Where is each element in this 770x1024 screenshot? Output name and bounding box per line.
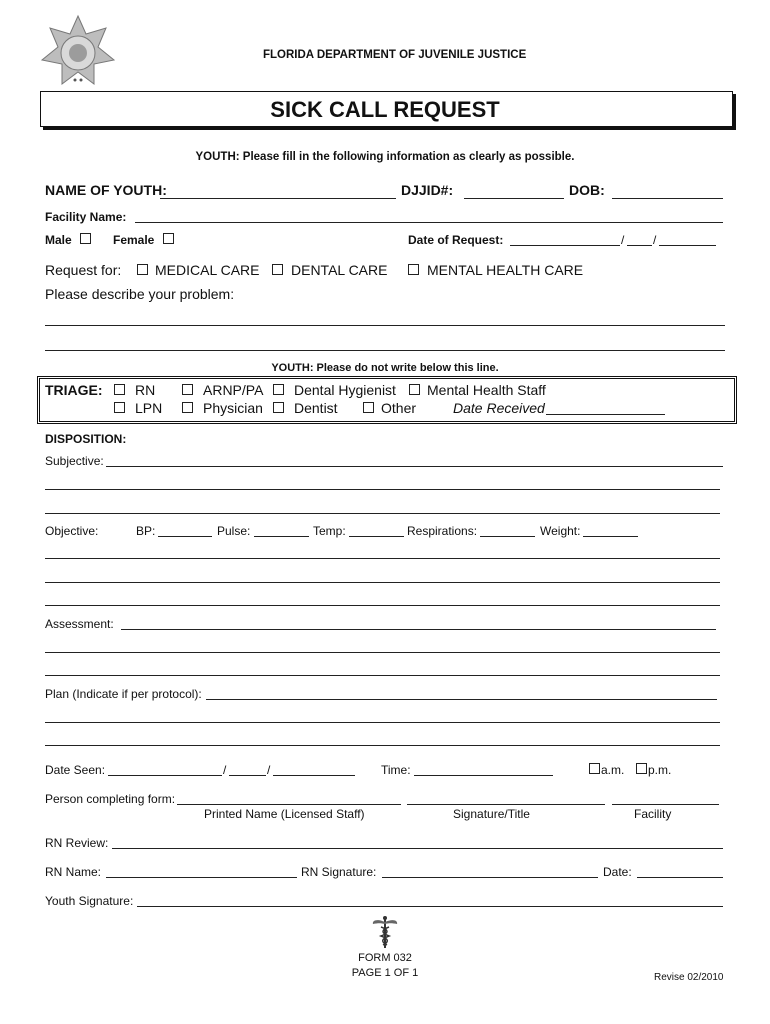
male-checkbox[interactable] [80, 233, 91, 244]
assessment-line-3[interactable] [45, 675, 720, 676]
dob-field[interactable] [612, 198, 723, 199]
assessment-line-1[interactable] [121, 629, 716, 630]
mental-health-care-label: MENTAL HEALTH CARE [427, 262, 584, 278]
other-label: Other [381, 400, 417, 416]
date-seen-year[interactable] [273, 775, 355, 776]
pm-label: p.m. [648, 763, 672, 777]
time-field[interactable] [414, 775, 553, 776]
pulse-field[interactable] [254, 536, 309, 537]
instructions: YOUTH: Please fill in the following information as clearly as possible. [195, 151, 575, 163]
form-number: FORM 032 [358, 952, 412, 964]
djjid-label: DJJID#: [401, 182, 454, 198]
request-for-label: Request for: [45, 262, 122, 278]
dentist-checkbox[interactable] [273, 402, 284, 413]
triage-label: TRIAGE: [45, 382, 103, 398]
rn-checkbox[interactable] [114, 384, 125, 395]
date-seen-label: Date Seen: [45, 763, 106, 777]
plan-line-1[interactable] [206, 699, 717, 700]
rn-name-label: RN Name: [45, 865, 102, 879]
dental-hygienist-checkbox[interactable] [273, 384, 284, 395]
signature-title-field[interactable] [407, 804, 605, 805]
date-label: Date: [603, 865, 632, 879]
name-of-youth-label: NAME OF YOUTH: [45, 182, 167, 198]
rn-name-field[interactable] [106, 877, 297, 878]
facility-name-label: Facility Name: [45, 210, 127, 224]
lpn-label: LPN [135, 400, 163, 416]
plan-label: Plan (Indicate if per protocol): [45, 687, 202, 701]
facility-caption: Facility [634, 807, 672, 821]
printed-name-caption: Printed Name (Licensed Staff) [204, 807, 365, 821]
assessment-label: Assessment: [45, 617, 114, 631]
plan-line-2[interactable] [45, 722, 720, 723]
dob-label: DOB: [569, 182, 605, 198]
bp-field[interactable] [158, 536, 212, 537]
department-seal-logo [40, 14, 116, 90]
objective-line-3[interactable] [45, 605, 720, 606]
subjective-label: Subjective: [45, 454, 104, 468]
temp-field[interactable] [349, 536, 404, 537]
dentist-label: Dentist [294, 400, 338, 416]
physician-checkbox[interactable] [182, 402, 193, 413]
facility-name-field[interactable] [135, 222, 723, 223]
signature-title-caption: Signature/Title [453, 807, 530, 821]
date-of-request-label: Date of Request: [408, 233, 504, 247]
describe-problem-label: Please describe your problem: [45, 286, 235, 302]
date-seen-slash-2: / [267, 763, 271, 777]
date-of-request-day[interactable] [627, 245, 652, 246]
dental-hygienist-label: Dental Hygienist [294, 382, 396, 398]
date-slash-2: / [653, 233, 657, 247]
female-label: Female [113, 233, 155, 247]
pm-checkbox[interactable] [636, 763, 647, 774]
female-checkbox[interactable] [163, 233, 174, 244]
rn-review-label: RN Review: [45, 836, 109, 850]
dental-care-checkbox[interactable] [272, 264, 283, 275]
male-label: Male [45, 233, 72, 247]
am-label: a.m. [601, 763, 625, 777]
arnp-checkbox[interactable] [182, 384, 193, 395]
subjective-line-3[interactable] [45, 513, 720, 514]
physician-label: Physician [203, 400, 263, 416]
revision-date: Revise 02/2010 [654, 972, 724, 983]
am-checkbox[interactable] [589, 763, 600, 774]
pulse-label: Pulse: [217, 524, 251, 538]
rn-signature-field[interactable] [382, 877, 598, 878]
person-completing-label: Person completing form: [45, 792, 176, 806]
rn-label: RN [135, 382, 156, 398]
respirations-field[interactable] [480, 536, 535, 537]
date-field[interactable] [637, 877, 723, 878]
caduceus-icon [370, 915, 400, 949]
date-seen-day[interactable] [229, 775, 266, 776]
problem-line-2[interactable] [45, 350, 725, 351]
other-checkbox[interactable] [363, 402, 374, 413]
subjective-line-1[interactable] [106, 466, 723, 467]
weight-field[interactable] [583, 536, 638, 537]
date-received-label: Date Received [453, 400, 545, 416]
youth-signature-field[interactable] [137, 906, 723, 907]
weight-label: Weight: [540, 524, 581, 538]
date-slash-1: / [621, 233, 625, 247]
date-seen-month[interactable] [108, 775, 222, 776]
name-of-youth-field[interactable] [160, 198, 396, 199]
objective-line-1[interactable] [45, 558, 720, 559]
youth-signature-label: Youth Signature: [45, 894, 134, 908]
problem-line-1[interactable] [45, 325, 725, 326]
agency-name: FLORIDA DEPARTMENT OF JUVENILE JUSTICE [263, 49, 527, 61]
page-number: PAGE 1 OF 1 [351, 967, 419, 979]
mental-health-care-checkbox[interactable] [408, 264, 419, 275]
rn-review-field[interactable] [112, 848, 723, 849]
facility-field[interactable] [612, 804, 719, 805]
assessment-line-2[interactable] [45, 652, 720, 653]
arnp-label: ARNP/PA [203, 382, 264, 398]
bp-label: BP: [136, 524, 156, 538]
printed-name-field[interactable] [177, 804, 401, 805]
lpn-checkbox[interactable] [114, 402, 125, 413]
plan-line-3[interactable] [45, 745, 720, 746]
date-seen-slash-1: / [223, 763, 227, 777]
staff-only-notice: YOUTH: Please do not write below this line. [271, 362, 499, 374]
objective-label: Objective: [45, 524, 99, 538]
djjid-field[interactable] [464, 198, 564, 199]
objective-line-2[interactable] [45, 582, 720, 583]
mental-health-staff-checkbox[interactable] [409, 384, 420, 395]
date-of-request-month[interactable] [510, 245, 620, 246]
disposition-heading: DISPOSITION: [45, 432, 127, 446]
mental-health-staff-label: Mental Health Staff [427, 382, 546, 398]
temp-label: Temp: [313, 524, 346, 538]
time-label: Time: [381, 763, 411, 777]
dental-care-label: DENTAL CARE [291, 262, 388, 278]
date-of-request-year[interactable] [659, 245, 716, 246]
subjective-line-2[interactable] [45, 489, 720, 490]
form-title: SICK CALL REQUEST [270, 97, 500, 122]
medical-care-checkbox[interactable] [137, 264, 148, 275]
respirations-label: Respirations: [407, 524, 478, 538]
rn-signature-label: RN Signature: [301, 865, 377, 879]
medical-care-label: MEDICAL CARE [155, 262, 260, 278]
date-received-field[interactable] [546, 414, 665, 415]
